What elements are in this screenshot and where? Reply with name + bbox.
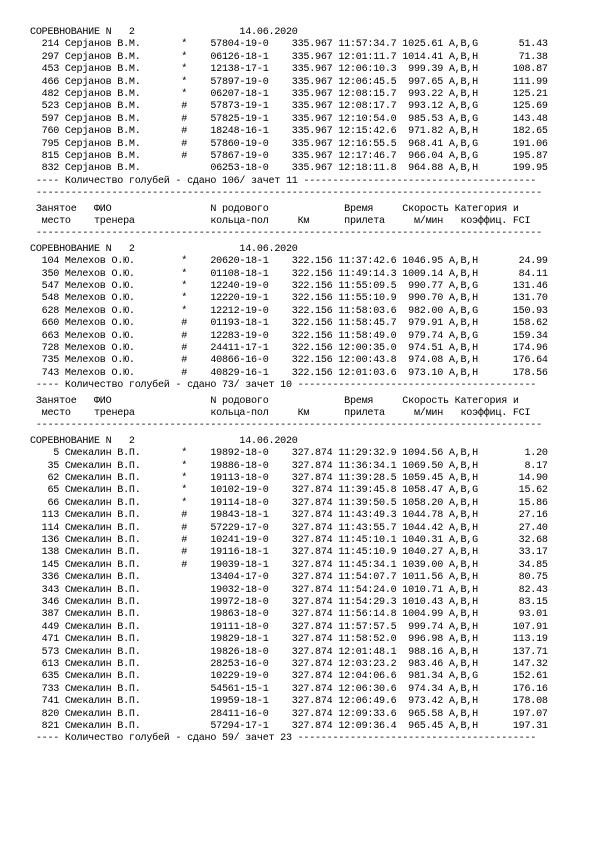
result-row: 635 Смекалин В.П. 10229-19-0 327.874 12:04:06.6 981.34 A,B,G 152.61	[30, 671, 548, 683]
header-rule: ---------------------------------------------------------------------------------------	[30, 420, 542, 432]
result-row: 613 Смекалин В.П. 28253-16-0 327.874 12:03:23.2 983.46 A,B,H 147.32	[30, 659, 548, 670]
result-row: 733 Смекалин В.П. 54561-15-1 327.874 12:06:30.6 974.34 A,B,H 176.16	[30, 683, 548, 695]
result-row: 145 Смекалин В.П. # 19039-18-1 327.874 11:45:34.1 1039.00 A,B,H 34.85	[30, 559, 548, 571]
result-row: 65 Смекалин В.П. * 10102-19-0 327.874 11:39:45.8 1058.47 A,B,G 15.62	[30, 485, 548, 497]
section-rule: ---------------------------------------------------------------------------------------	[30, 188, 542, 200]
result-row: 815 Серjанов В.М. # 57867-19-0 335.967 12:17:46.7 966.04 A,B,G 195.87	[30, 151, 548, 162]
result-row: 471 Смекалин В.П. 19829-18-1 327.874 11:58:52.0 996.98 A,B,H 113.19	[30, 634, 548, 646]
result-row: 795 Серjанов В.М. # 57860-19-0 335.967 12:16:55.5 968.41 A,B,G 191.06	[30, 138, 548, 150]
result-row: 820 Смекалин В.П. 28411-16-0 327.874 12:09:33.6 965.58 A,B,H 197.07	[30, 708, 548, 720]
result-row: 104 Мелехов О.Ю. * 20620-18-1 322.156 11:37:42.6 1046.95 A,B,H 24.99	[30, 256, 548, 268]
result-row: 343 Смекалин В.П. 19032-18-0 327.874 11:54:24.0 1010.71 A,B,H 82.43	[30, 584, 548, 596]
result-row: 743 Мелехов О.Ю. # 40829-16-1 322.156 12:01:03.6 973.10 A,B,H 178.56	[30, 367, 548, 379]
result-row: 387 Смекалин В.П. 19863-18-0 327.874 11:56:14.8 1004.99 A,B,H 93.01	[30, 609, 548, 621]
total-line: ---- Количество голубей - сдано 59/ зачет 23 -----------------------------------------	[30, 733, 537, 745]
total-line: ---- Количество голубей - сдано 73/ зачет 10 -----------------------------------------	[30, 380, 537, 392]
result-row: 350 Мелехов О.Ю. * 01108-18-1 322.156 11:49:14.3 1009.14 A,B,H 84.11	[30, 268, 548, 280]
result-row: 547 Мелехов О.Ю. * 12240-19-0 322.156 11:55:09.5 990.77 A,B,G 131.46	[30, 281, 548, 292]
result-row: 114 Смекалин В.П. # 57229-17-0 327.874 11:43:55.7 1044.42 A,B,H 27.40	[30, 522, 548, 534]
result-row: 138 Смекалин В.П. # 19116-18-1 327.874 11:45:10.9 1040.27 A,B,H 33.17	[30, 547, 548, 559]
result-row: 573 Смекалин В.П. 19826-18-0 327.874 12:01:48.1 988.16 A,B,H 137.71	[30, 646, 548, 658]
competition-title: СОРЕВНОВАНИЕ N 2 14.06.2020	[30, 27, 298, 38]
result-row: 66 Смекалин В.П. * 19114-18-0 327.874 11:39:50.5 1058.20 A,B,H 15.86	[30, 497, 548, 509]
result-row: 62 Смекалин В.П. * 19113-18-0 327.874 11:39:28.5 1059.45 A,B,H 14.90	[30, 473, 548, 484]
column-header-line-1: Занятое ФИО N родового Время Скорость Категория и	[30, 203, 519, 215]
result-row: 482 Серjанов В.М. * 06207-18-1 335.967 12:08:15.7 993.22 A,B,H 125.21	[30, 89, 548, 100]
result-row: 821 Смекалин В.П. 57294-17-1 327.874 12:09:36.4 965.45 A,B,H 197.31	[30, 721, 548, 732]
result-row: 214 Серjанов В.М. * 57804-19-0 335.967 11:57:34.7 1025.61 A,B,G 51.43	[30, 39, 548, 51]
result-row: 548 Мелехов О.Ю. * 12220-19-1 322.156 11:55:10.9 990.70 A,B,H 131.70	[30, 293, 548, 305]
result-row: 760 Серjанов В.М. # 18248-16-1 335.967 12:15:42.6 971.82 A,B,H 182.65	[30, 126, 548, 138]
competition-title: СОРЕВНОВАНИЕ N 2 14.06.2020	[30, 243, 298, 255]
result-row: 453 Серjанов В.М. * 12138-17-1 335.967 12:06:10.3 999.39 A,B,H 108.87	[30, 64, 548, 76]
result-row: 628 Мелехов О.Ю. * 12212-19-0 322.156 11:58:03.6 982.00 A,B,G 150.93	[30, 305, 548, 317]
result-row: 735 Мелехов О.Ю. # 40866-16-0 322.156 12:00:43.8 974.08 A,B,H 176.64	[30, 355, 548, 367]
result-row: 5 Смекалин В.П. * 19892-18-0 327.874 11:29:32.9 1094.56 A,B,H 1.20	[30, 448, 548, 460]
competition-title: СОРЕВНОВАНИЕ N 2 14.06.2020	[30, 435, 298, 447]
result-row: 136 Смекалин В.П. # 10241-19-0 327.874 11:45:10.1 1040.31 A,B,G 32.68	[30, 535, 548, 546]
result-row: 728 Мелехов О.Ю. # 24411-17-1 322.156 12:00:35.0 974.51 A,B,H 174.96	[30, 343, 548, 354]
result-row: 346 Смекалин В.П. 19972-18-0 327.874 11:54:29.3 1010.43 A,B,H 83.15	[30, 597, 548, 608]
result-row: 597 Серjанов В.М. # 57825-19-1 335.967 12:10:54.0 985.53 A,B,G 143.48	[30, 113, 548, 125]
result-row: 663 Мелехов О.Ю. # 12283-19-0 322.156 11:58:49.0 979.74 A,B,G 159.34	[30, 330, 548, 342]
result-row: 523 Серjанов В.М. # 57873-19-1 335.967 12:08:17.7 993.12 A,B,G 125.69	[30, 101, 548, 113]
result-row: 832 Серjанов В.М. 06253-18-0 335.967 12:18:11.8 964.88 A,B,H 199.95	[30, 163, 548, 175]
header-rule: ---------------------------------------------------------------------------------------	[30, 228, 542, 240]
column-header-line-2: место тренера кольца-пол Км прилета м/мин коэффиц. FCI	[30, 408, 531, 419]
column-header-line-2: место тренера кольца-пол Км прилета м/мин коэффиц. FCI	[30, 216, 531, 227]
column-header-line-1: Занятое ФИО N родового Время Скорость Категория и	[30, 395, 519, 407]
result-row: 35 Смекалин В.П. * 19886-18-0 327.874 11:36:34.1 1069.50 A,B,H 8.17	[30, 460, 548, 472]
result-row: 741 Смекалин В.П. 19959-18-1 327.874 12:06:49.6 973.42 A,B,H 178.08	[30, 696, 548, 708]
result-row: 466 Серjанов В.М. * 57897-19-0 335.967 12:06:45.5 997.65 A,B,H 111.99	[30, 76, 548, 88]
result-row: 297 Серjанов В.М. * 06126-18-1 335.967 12:01:11.7 1014.41 A,B,H 71.38	[30, 51, 548, 63]
total-line: ---- Количество голубей - сдано 106/ зачет 11 ----------------------------------------	[30, 175, 537, 187]
result-row: 113 Смекалин В.П. # 19843-18-1 327.874 11:43:49.3 1044.78 A,B,H 27.16	[30, 510, 548, 522]
result-row: 336 Смекалин В.П. 13404-17-0 327.874 11:54:07.7 1011.56 A,B,H 80.75	[30, 572, 548, 584]
result-row: 660 Мелехов О.Ю. # 01193-18-1 322.156 11:58:45.7 979.91 A,B,H 158.62	[30, 318, 548, 330]
result-row: 449 Смекалин В.П. 19111-18-0 327.874 11:57:57.5 999.74 A,B,H 107.91	[30, 621, 548, 633]
